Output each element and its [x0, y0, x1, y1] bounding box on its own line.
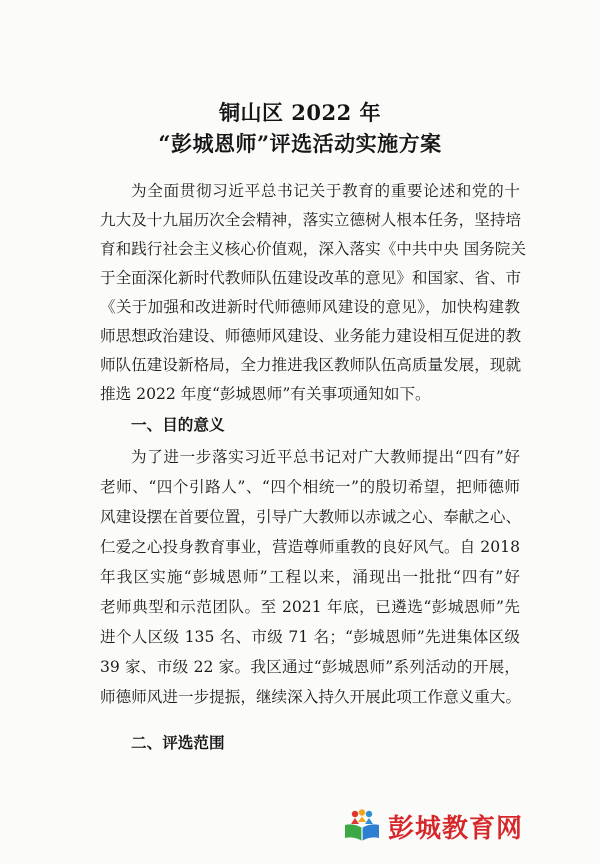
section1-line: 老师、“四个引路人”、“四个相统一”的殷切希望，把师德师: [100, 478, 520, 496]
section1-line: 师德师风进一步提振，继续深入持久开展此项工作意义重大。: [100, 688, 522, 706]
intro-line: 九大及十九届历次全会精神，落实立德树人根本任务，坚持培: [100, 211, 522, 229]
section-heading-purpose: 一、目的意义: [131, 416, 225, 434]
intro-line: 《关于加强和改进新时代师德师风建设的意见》，加快构建教: [100, 298, 520, 316]
section-heading-scope: 二、评选范围: [131, 734, 225, 752]
watermark-text: 彭城教育网: [388, 813, 524, 844]
intro-line: 推选 2022 年度“彭城恩师”有关事项通知如下。: [100, 385, 431, 403]
section1-line: 老师典型和示范团队。至 2021 年底，已遴选“彭城恩师”先: [100, 598, 520, 616]
section1-line: 为了进一步落实习近平总书记对广大教师提出“四有”好: [131, 448, 520, 466]
section1-line: 风建设摆在首要位置，引导广大教师以赤诚之心、奉献之心、: [100, 508, 522, 526]
book-people-logo-icon: [342, 808, 382, 844]
document-title-line-2: “彭城恩师”评选活动实施方案: [158, 131, 442, 156]
document-title-line-1: 铜山区 2022 年: [218, 100, 382, 125]
section1-line: 年我区实施“彭城恩师”工程以来，涌现出一批批“四有”好: [100, 568, 520, 586]
intro-line: 师思想政治建设、师德师风建设、业务能力建设相互促进的教: [100, 327, 522, 345]
site-watermark: [342, 806, 523, 846]
intro-line: 育和践行社会主义核心价值观，深入落实《中共中央 国务院关: [100, 240, 526, 258]
section1-line: 进个人区级 135 名、市级 71 名；“彭城恩师”先进集体区级: [100, 628, 520, 646]
intro-line: 于全面深化新时代教师队伍建设改革的意见》和国家、省、市: [100, 269, 522, 287]
section1-line: 仁爱之心投身教育事业，营造尊师重教的良好风气。自 2018: [100, 538, 520, 556]
section1-line: 39 家、市级 22 家。我区通过“彭城恩师”系列活动的开展，: [100, 658, 520, 676]
intro-line: 为全面贯彻习近平总书记关于教育的重要论述和党的十: [131, 182, 520, 200]
intro-line: 师队伍建设新格局，全力推进我区教师队伍高质量发展，现就: [100, 356, 522, 374]
